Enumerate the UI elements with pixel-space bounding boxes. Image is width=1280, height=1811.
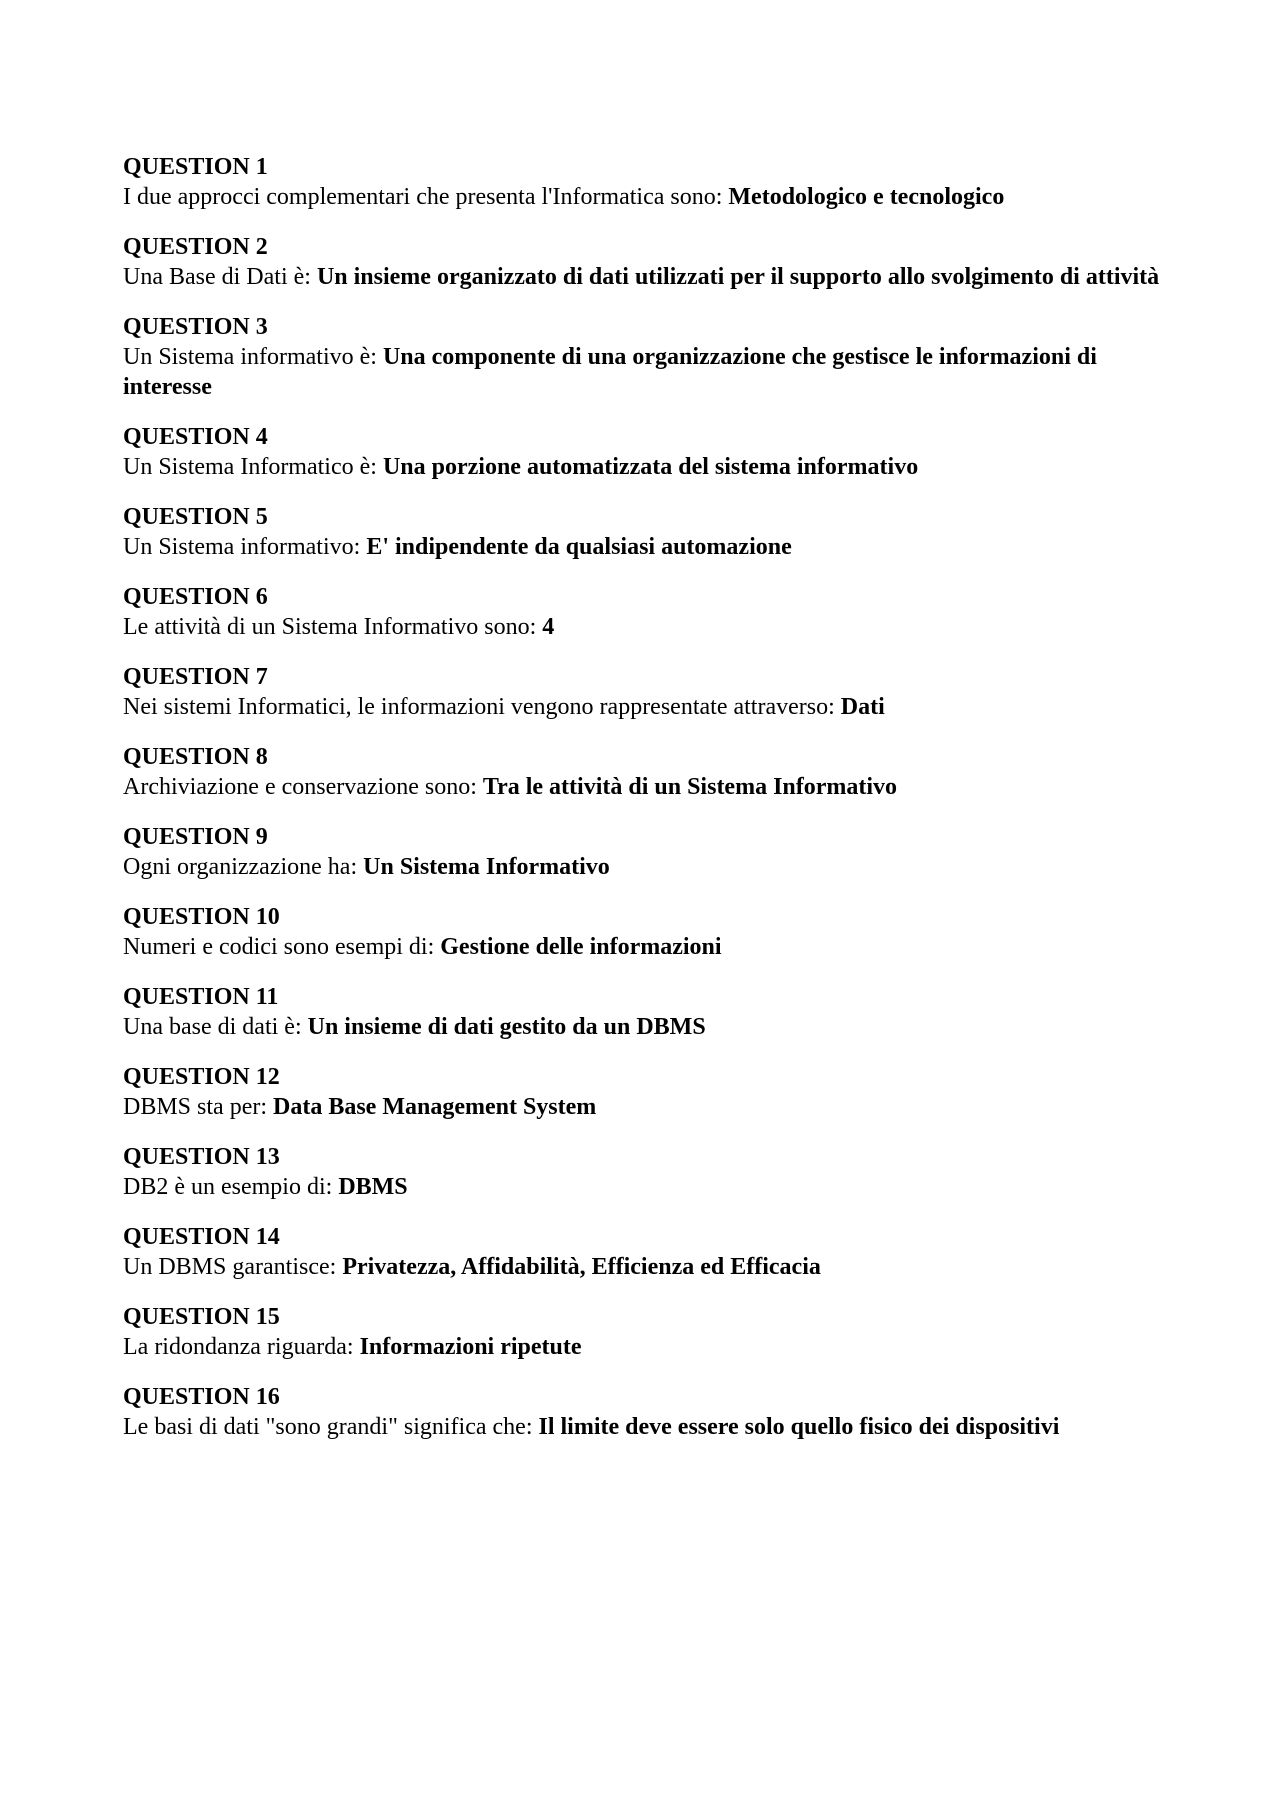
question-prompt: La ridondanza riguarda: [123, 1334, 360, 1360]
question-prompt: Le attività di un Sistema Informativo sono: [123, 614, 543, 640]
question-answer: Data Base Management System [273, 1094, 597, 1120]
question-title: QUESTION 6 [123, 584, 268, 610]
question-5 [123, 502, 1183, 562]
question-16 [123, 1382, 1183, 1442]
question-prompt: Un Sistema Informatico è: [123, 454, 383, 480]
question-answer: Gestione delle informazioni [440, 934, 722, 960]
question-text [123, 532, 1183, 562]
question-text [123, 772, 1183, 802]
question-prompt: Una base di dati è: [123, 1014, 308, 1040]
question-answer: Un Sistema Informativo [363, 854, 610, 880]
question-text [123, 1012, 1183, 1042]
question-prompt: Una Base di Dati è: [123, 264, 317, 290]
question-8 [123, 742, 1183, 802]
question-13 [123, 1142, 1183, 1202]
question-text [123, 852, 1183, 882]
question-answer: Dati [840, 694, 885, 720]
question-7 [123, 662, 1183, 722]
question-14 [123, 1222, 1183, 1282]
question-6 [123, 582, 1183, 642]
question-prompt: Ogni organizzazione ha: [123, 854, 364, 880]
question-title: QUESTION 12 [123, 1064, 280, 1090]
question-title: QUESTION 1 [123, 154, 268, 180]
question-title: QUESTION 14 [123, 1224, 280, 1250]
question-title: QUESTION 15 [123, 1304, 280, 1330]
question-text [123, 612, 1183, 642]
question-9 [123, 822, 1183, 882]
question-15 [123, 1302, 1183, 1362]
question-text [123, 182, 1183, 212]
question-prompt: Nei sistemi Informatici, le informazioni vengono rappresentate attraverso: [123, 694, 841, 720]
question-answer: Una componente di una organizzazione che gestisce le informazioni di interesse [123, 344, 1097, 400]
question-answer: Un insieme di dati gestito da un DBMS [307, 1014, 706, 1040]
question-text [123, 1252, 1183, 1282]
question-11 [123, 982, 1183, 1042]
question-prompt: DB2 è un esempio di: [123, 1174, 339, 1200]
question-title: QUESTION 3 [123, 314, 268, 340]
question-10 [123, 902, 1183, 962]
question-answer: Informazioni ripetute [359, 1334, 582, 1360]
question-text [123, 1332, 1183, 1362]
question-prompt: Un Sistema informativo: [123, 534, 367, 560]
question-answer: 4 [542, 614, 555, 640]
question-title: QUESTION 2 [123, 234, 268, 260]
question-title: QUESTION 8 [123, 744, 268, 770]
question-title: QUESTION 4 [123, 424, 268, 450]
question-answer: Metodologico e tecnologico [728, 184, 1005, 210]
question-title: QUESTION 16 [123, 1384, 280, 1410]
question-answer: Una porzione automatizzata del sistema informativo [382, 454, 919, 480]
question-text [123, 342, 1183, 402]
question-text [123, 452, 1183, 482]
question-title: QUESTION 10 [123, 904, 280, 930]
question-answer: Tra le attività di un Sistema Informativo [482, 774, 898, 800]
question-prompt: Un DBMS garantisce: [123, 1254, 343, 1280]
question-2 [123, 232, 1183, 292]
question-title: QUESTION 7 [123, 664, 268, 690]
question-prompt: Numeri e codici sono esempi di: [123, 934, 441, 960]
question-title: QUESTION 11 [123, 984, 279, 1010]
question-prompt: I due approcci complementari che presenta l'Informatica sono: [123, 184, 729, 210]
question-text [123, 1412, 1183, 1442]
question-title: QUESTION 9 [123, 824, 268, 850]
question-answer: DBMS [338, 1174, 408, 1200]
question-prompt: Archiviazione e conservazione sono: [123, 774, 483, 800]
question-title: QUESTION 5 [123, 504, 268, 530]
question-answer: E' indipendente da qualsiasi automazione [366, 534, 792, 560]
question-4 [123, 422, 1183, 482]
document-page [123, 152, 1183, 1462]
question-answer: Privatezza, Affidabilità, Efficienza ed Efficacia [342, 1254, 821, 1280]
question-prompt: Le basi di dati "sono grandi" significa che: [123, 1414, 539, 1440]
question-1 [123, 152, 1183, 212]
question-prompt: DBMS sta per: [123, 1094, 273, 1120]
question-12 [123, 1062, 1183, 1122]
question-text [123, 1172, 1183, 1202]
question-answer: Un insieme organizzato di dati utilizzati per il supporto allo svolgimento di attività [316, 264, 1160, 290]
question-text [123, 932, 1183, 962]
question-text [123, 1092, 1183, 1122]
question-text [123, 692, 1183, 722]
question-answer: Il limite deve essere solo quello fisico dei dispositivi [538, 1414, 1060, 1440]
question-text [123, 262, 1183, 292]
question-title: QUESTION 13 [123, 1144, 280, 1170]
question-3 [123, 312, 1183, 402]
question-prompt: Un Sistema informativo è: [123, 344, 383, 370]
